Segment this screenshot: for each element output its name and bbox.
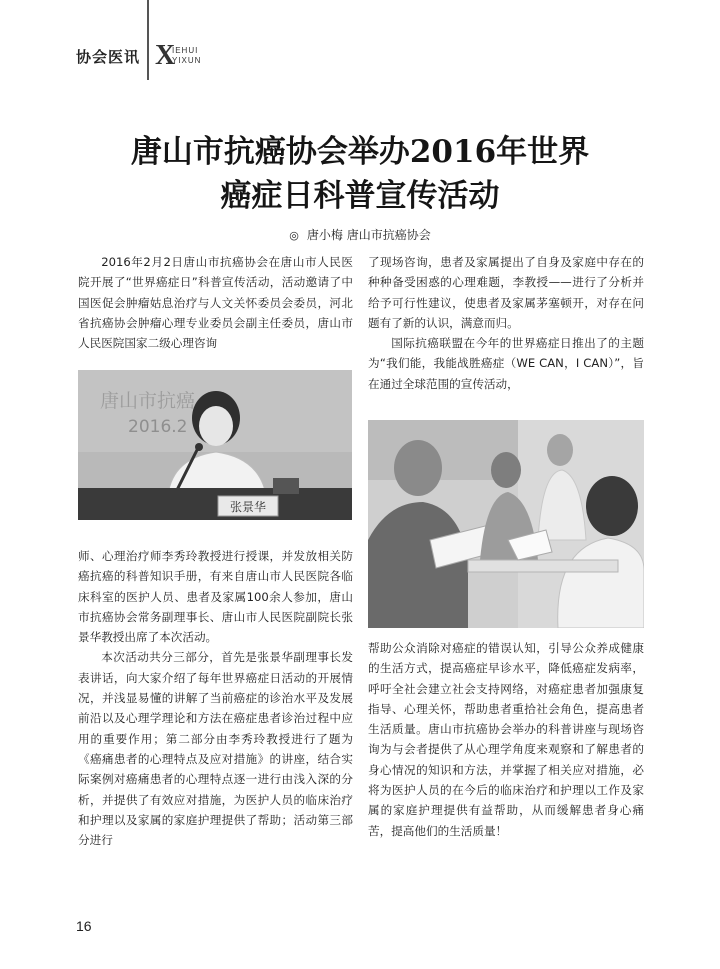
person-left-head xyxy=(394,440,442,496)
right-column-bottom xyxy=(368,638,644,841)
banner-text: 唐山市抗癌 xyxy=(100,390,196,412)
article-title xyxy=(60,130,660,218)
title-line-2: 癌症日科普宣传活动 xyxy=(220,178,500,214)
logo-line1: IEHUI xyxy=(172,46,199,55)
header-divider xyxy=(147,0,149,80)
paragraph: 师、心理治疗师李秀玲教授进行授课，并发放相关防癌抗癌的科普知识手册，有来自唐山市人民医院各临床科室的医护人员、患者及家属100余人参加，唐山市抗癌协会常务副理事长、唐山市人民医院副院长张景华教授出席了本次活动。 xyxy=(78,549,353,645)
title-line-1: 唐山市抗癌协会举办2016年世界 xyxy=(130,134,590,170)
byline xyxy=(0,226,720,243)
left-column-bottom xyxy=(78,546,353,850)
person-left-body xyxy=(368,502,468,628)
logo-letter: X xyxy=(155,40,176,71)
page-header xyxy=(0,0,720,80)
bullet-icon: ◎ xyxy=(289,229,299,242)
paragraph: 本次活动共分三部分，首先是张景华副理事长发表讲话，向大家介绍了每年世界癌症日活动的开展情况，并浅显易懂的讲解了当前癌症的诊治水平及发展前沿以及心理学理论和方法在癌症患者诊治过程中应用的重要作用；第二部分由李秀玲教授进行了题为《癌痛患者的心理特点及应对措施》的讲座，结合实际案例对癌痛患者的心理特点逐一进行由浅入深的分析，并提供了有效应对措施，为医护人员的临床治疗和护理以及家属的家庭护理提供了帮助；活动第三部分进行 xyxy=(78,650,353,848)
paragraph: 了现场咨询，患者及家属提出了自身及家庭中存在的种种备受困惑的心理难题，李教授——进行了分析并给予可行性建议，使患者及家属茅塞顿开，对存在问题有了新的认识，满意而归。 xyxy=(368,255,644,330)
right-column-top xyxy=(368,252,644,394)
banner-date: 2016.2 xyxy=(128,417,188,437)
paragraph: 2016年2月2日唐山市抗癌协会在唐山市人民医院开展了“世界癌症日”科普宣传活动，活动邀请了中国医促会肿瘤姑息治疗与人文关怀委员会委员，河北省抗癌协会肿瘤心理专业委员会副主任委员，唐山市人民医院国家二级心理咨询 xyxy=(78,255,353,351)
face xyxy=(199,406,233,446)
byline-text: 唐小梅 唐山市抗癌协会 xyxy=(306,228,431,242)
paragraph: 国际抗癌联盟在今年的世界癌症日推出了的主题为“我们能，我能战胜癌症（WE CAN，I CAN）”，旨在通过全球范围的宣传活动， xyxy=(368,336,644,391)
logo-line2: YIXUN xyxy=(172,56,202,65)
page-number: 16 xyxy=(76,918,92,934)
section-title: 协会医讯 xyxy=(76,48,141,66)
left-column-top xyxy=(78,252,353,353)
desk xyxy=(78,488,352,520)
paragraph: 帮助公众消除对癌症的错误认知，引导公众养成健康的生活方式，提高癌症早诊水平，降低癌症发病率，呼吁全社会建立社会支持网络，对癌症患者加强康复指导、心理关怀，帮助患者重拾社会角色，提高患者生活质量。唐山市抗癌协会举办的科普讲座与现场咨询为与会者提供了从心理学角度来观察和了解患者的身心情况的知识和方法，并掌握了相关应对措施，必将为医护人员的在今后的临床治疗和护理以工作及家属的家庭护理提供有益帮助，从而缓解患者身心痛苦，提高他们的生活质量！ xyxy=(368,641,644,838)
lecture-photo xyxy=(78,370,352,520)
person-right-head xyxy=(586,476,638,536)
nameplate-text: 张景华 xyxy=(229,500,267,514)
consultation-photo xyxy=(368,420,644,628)
